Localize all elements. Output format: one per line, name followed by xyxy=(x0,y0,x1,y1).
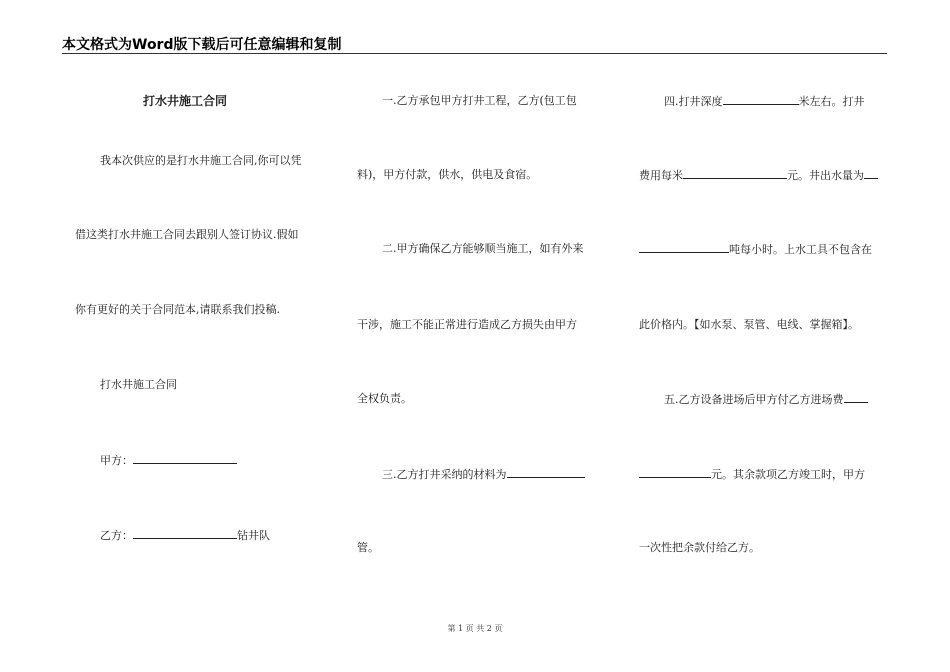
water-output-blank xyxy=(639,242,729,253)
clause-3-line-2: 管。 xyxy=(357,541,379,554)
clause-3-text: 三.乙方打井采纳的材料为 xyxy=(382,468,507,481)
party-b-label: 乙方： xyxy=(100,529,133,542)
clause-2-line-3: 全权负责。 xyxy=(357,392,412,405)
clause-5-line-1 xyxy=(664,392,868,407)
clause-5-text: 五.乙方设备进场后甲方付乙方进场费 xyxy=(664,393,844,406)
water-output-blank-start xyxy=(864,168,878,179)
header-divider xyxy=(62,53,887,54)
party-b-blank xyxy=(133,528,237,539)
party-b-suffix: 钻井队 xyxy=(237,529,270,542)
clause-5-payment-text: 元。其余款项乙方竣工时，甲方 xyxy=(711,468,865,481)
clause-2-line-1: 二.甲方确保乙方能够顺当施工，如有外来 xyxy=(382,242,584,255)
clause-4-line-4: 此价格内。【如水泵、泵管、电线、掌握箱】。 xyxy=(639,318,859,331)
clause-1-line-2: 料)，甲方付款，供水，供电及食宿。 xyxy=(357,168,538,181)
contract-subtitle: 打水井施工合同 xyxy=(100,378,177,391)
clause-2-line-2: 干涉，施工不能正常进行造成乙方损失由甲方 xyxy=(357,318,577,331)
clause-5-line-3: 一次性把余款付给乙方。 xyxy=(639,541,760,554)
entry-fee-blank-start xyxy=(844,392,868,403)
clause-4-line-2 xyxy=(639,168,878,183)
intro-line-2: 借这类打水井施工合同去跟别人签订协议.假如 xyxy=(75,228,299,241)
material-blank xyxy=(507,467,585,478)
clause-4-output-suffix: 吨每小时。上水工具不包含在 xyxy=(729,243,872,256)
clause-4-line-1 xyxy=(664,94,865,109)
clause-4-cost-suffix: 元。井出水量为 xyxy=(787,169,864,182)
intro-line-3: 你有更好的关于合同范本,请联系我们投稿. xyxy=(75,303,280,316)
clause-4-line-3 xyxy=(639,242,872,257)
clause-1-line-1: 一.乙方承包甲方打井工程，乙方(包工包 xyxy=(382,94,577,107)
clause-4-depth-suffix: 米左右。打井 xyxy=(798,95,865,108)
page-footer: 第 1 页 共 2 页 xyxy=(447,624,503,633)
clause-5-line-2 xyxy=(639,467,865,482)
party-a-blank xyxy=(133,453,237,464)
party-a-label: 甲方： xyxy=(100,454,133,467)
document-header-title: 本文格式为Word版下载后可任意编辑和复制 xyxy=(62,37,342,53)
cost-blank xyxy=(683,168,787,179)
clause-4-cost-label: 费用每米 xyxy=(639,169,683,182)
party-a-line xyxy=(100,453,237,468)
intro-line-1: 我本次供应的是打水井施工合同,你可以凭 xyxy=(100,154,302,167)
party-b-line xyxy=(100,528,270,543)
document-title: 打水井施工合同 xyxy=(143,94,228,108)
clause-3-line-1 xyxy=(382,467,585,482)
clause-4-depth-label: 四.打井深度 xyxy=(664,95,723,108)
depth-blank xyxy=(723,94,799,105)
entry-fee-blank xyxy=(639,467,711,478)
